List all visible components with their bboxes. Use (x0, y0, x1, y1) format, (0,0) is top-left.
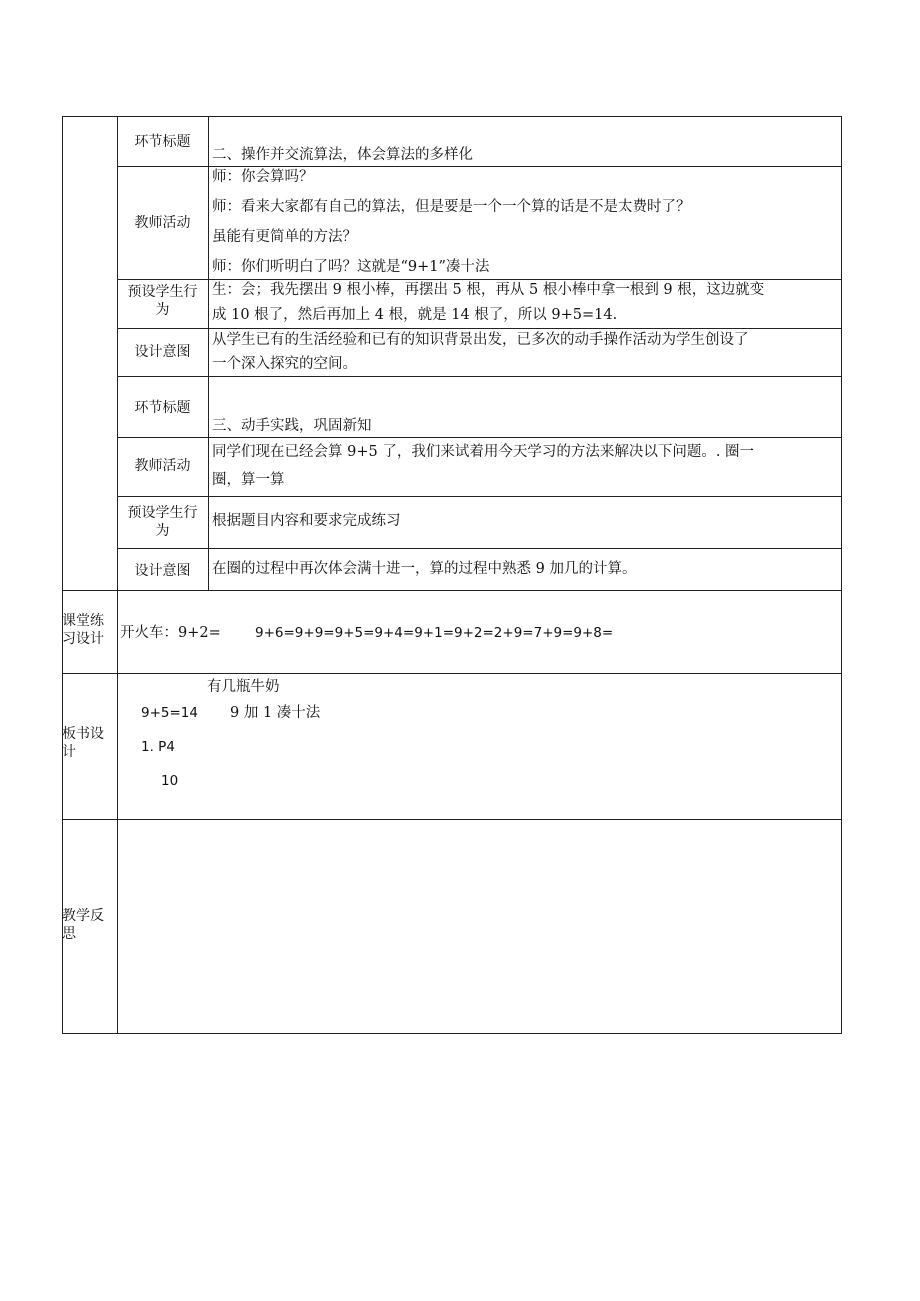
section3-title-label: 环节标题 (134, 400, 191, 416)
section3-design-text: 在圈的过程中再次体会满十进一，算的过程中熟悉 9 加几的计算。 (212, 561, 637, 577)
section2-student-line: 生：会；我先摆出 9 根小棒，再摆出 5 根，再从 5 根小棒中拿一根到 9 根，这边就变 (212, 282, 765, 298)
board-number: 10 (161, 773, 179, 789)
label-line: 预设学生行 (127, 505, 198, 521)
label-line: 为 (155, 523, 170, 539)
section2-title-label: 环节标题 (134, 134, 191, 150)
section2-teacher-line: 虽能有更简单的方法？ (212, 229, 357, 245)
label-line: 课堂练 (62, 613, 104, 629)
section2-student-label (117, 283, 208, 319)
row-line (117, 437, 842, 438)
label-line: 为 (155, 302, 170, 318)
board-item: 1. P4 (141, 739, 175, 755)
section2-design-label: 设计意图 (134, 344, 191, 360)
section3-title: 三、动手实践，巩固新知 (212, 418, 372, 434)
section2-student-line: 成 10 根了，然后再加上 4 根，就是 14 根了，所以 9+5=14. (212, 307, 618, 323)
row-line (117, 328, 842, 329)
section2-teacher-line: 师：你们听明白了吗？这就是“9+1”凑十法 (212, 259, 490, 275)
label-line: 计 (62, 744, 76, 760)
label-line: 预设学生行 (127, 284, 198, 300)
section3-student-text: 根据题目内容和要求完成练习 (212, 513, 401, 529)
reflection-label (62, 907, 117, 943)
section2-teacher-line: 师：你会算吗？ (212, 169, 314, 185)
row-line (117, 548, 842, 549)
section2-teacher-line: 师：看来大家都有自己的算法，但是要是一个一个算的话是不是太费时了？ (212, 199, 691, 215)
section2-design-line: 一个深入探究的空间。 (212, 356, 357, 372)
section3-teacher-line: 圈，算一算 (212, 472, 285, 488)
col-divider-inner (208, 116, 209, 590)
practice-chain: 9+6=9+9=9+5=9+4=9+1=9+2=2+9=7+9=9+8= (255, 625, 614, 641)
section3-teacher-line: 同学们现在已经会算 9+5 了，我们来试着用今天学习的方法来解决以下问题。. 圈一 (212, 444, 755, 460)
row-line (62, 673, 842, 674)
practice-lead: 开火车：9+2= (120, 625, 221, 641)
row-line (117, 376, 842, 377)
board-heading: 有几瓶牛奶 (207, 679, 280, 695)
label-line: 习设计 (62, 631, 104, 647)
label-line: 板书设 (62, 726, 104, 742)
section3-teacher-label: 教师活动 (134, 458, 191, 474)
row-line (62, 590, 842, 591)
board-label (62, 725, 117, 761)
row-line (117, 496, 842, 497)
practice-label (62, 612, 117, 648)
board-method: 9 加 1 凑十法 (230, 705, 321, 721)
section3-design-label: 设计意图 (134, 563, 191, 579)
section3-student-label (117, 504, 208, 540)
section2-teacher-label: 教师活动 (134, 215, 191, 231)
section2-title: 二、操作并交流算法，体会算法的多样化 (212, 147, 473, 163)
label-line: 思 (62, 926, 76, 942)
board-equation: 9+5=14 (141, 705, 198, 721)
label-line: 教学反 (62, 908, 104, 924)
row-line (62, 819, 842, 820)
section2-design-line: 从学生已有的生活经验和已有的知识背景出发，已多次的动手操作活动为学生创设了 (212, 332, 749, 348)
lesson-plan-table (62, 116, 842, 1034)
